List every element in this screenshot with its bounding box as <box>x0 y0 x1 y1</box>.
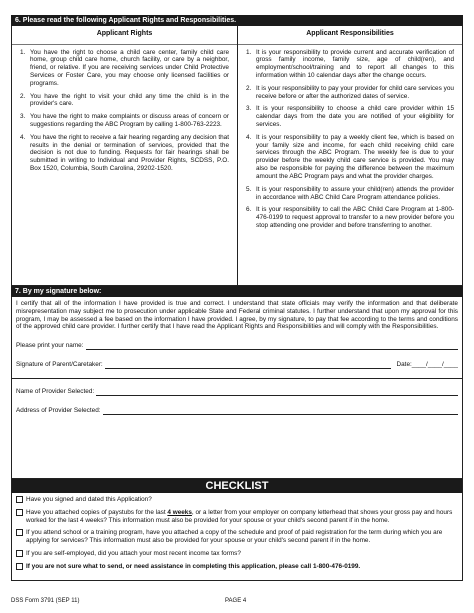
item-text: You have the right to visit your child any time the child is in the provider's care. <box>30 92 229 108</box>
provider-address-field[interactable] <box>16 405 458 415</box>
applicant-rights-column <box>12 26 237 285</box>
item-text: It is your responsibility to call the ABC Child Care Program at 1-800-476-0199 to request approval to transfer to a new provider before you stop attending one provider and before transferring to another. <box>256 206 454 229</box>
list-item <box>20 113 229 129</box>
item-number: 5. <box>246 185 252 193</box>
list-item <box>20 134 229 173</box>
list-item <box>246 49 454 80</box>
checklist-item <box>16 496 458 504</box>
item-number: 1. <box>246 48 252 56</box>
signature-field[interactable] <box>16 359 458 369</box>
applicant-responsibilities-column <box>237 26 462 285</box>
signature-section <box>11 297 463 479</box>
checklist-text-part: Have you attached copies of paystubs for the last <box>26 508 168 516</box>
list-item <box>246 134 454 181</box>
item-number: 4. <box>246 133 252 141</box>
emphasis-text: 4 weeks <box>167 508 192 516</box>
item-text: It is your responsibility to choose a child care provider within 15 calendar days from the date you are notified of your eligibility for services. <box>256 105 454 129</box>
item-text: It is your responsibility to pay a weekly client fee, which is based on your family size and income, for each child receiving child care services through the ABC Program. The weekly fee is due to your provider before the weekly child care service is provided. You may also be responsible for paying the difference between the maximum amount the ABC Program pays and what the provider charges. <box>256 133 454 180</box>
checklist-text <box>26 496 458 504</box>
item-number: 2. <box>20 92 26 100</box>
checklist-item <box>16 563 458 571</box>
item-number: 2. <box>246 84 252 92</box>
item-number: 3. <box>20 113 26 121</box>
divider <box>238 44 462 45</box>
rights-responsibilities-table <box>11 26 463 286</box>
list-item <box>246 206 454 229</box>
assistance-note: If you are not sure what to send, or need assistance in completing this application, please call 1-800-476-0199. <box>26 562 361 570</box>
checklist-items <box>16 496 458 558</box>
provider-name-field[interactable] <box>16 386 458 396</box>
checklist <box>11 493 463 581</box>
checklist-item <box>16 550 458 558</box>
certification-text: I certify that all of the information I have provided is true and correct. I understand that state officials may verify the information and that deliberate misrepresentation may subject me to prosecution under applicable State and Federal criminal statutes. I further understand that upon my approval for this program, I may be assessed a fee based on the information I have provided. I agree, by my signature, to pay that fee according to the terms and conditions of the approved child care provider. I further certify that I have read the Applicant Rights and Responsibilities and will comply with the Responsibilities. <box>16 300 458 331</box>
item-text: It is your responsibility to provide current and accurate verification of gross family income, family size, age of child(ren), and employment/school/training and to report all changes to this information within 10 calendar days after the change occurs. <box>256 48 454 79</box>
checklist-text-part: If you attend school or a training program, have you attached a copy of the schedule and proof of paid registration for the term during which you are applying for services? This information must also be provided for your spouse or your child's second parent if in the home. <box>26 529 443 545</box>
checklist-text <box>26 509 458 525</box>
item-text: It is your responsibility to pay your provider for child care services you receive before or after the authorized dates of service. <box>256 84 454 100</box>
checkbox[interactable] <box>16 529 23 536</box>
checklist-text <box>26 550 458 558</box>
applicant-responsibilities-heading: Applicant Responsibilities <box>306 30 394 37</box>
list-item <box>20 93 229 109</box>
item-text: You have the right to choose a child care center, family child care home, group child care home, church facility, or care by a neighbor, friend, or relative. If you are receiving services under Child Protective Services or Foster Care, you may choose only licensed facilities or programs. <box>30 48 229 87</box>
checklist-text-part: If you are self-employed, did you attach your most recent income tax forms? <box>26 550 241 558</box>
print-name-label: Please print your name: <box>16 342 84 350</box>
provider-address-line[interactable] <box>103 407 458 415</box>
print-name-line[interactable] <box>86 342 459 350</box>
item-number: 3. <box>246 105 252 113</box>
divider <box>12 378 462 379</box>
item-text: You have the right to make complaints or discuss areas of concern or suggestions regarding the ABC Program by calling 1-800-763-2223. <box>30 113 229 129</box>
item-number: 4. <box>20 133 26 141</box>
checkbox[interactable] <box>16 509 23 516</box>
applicant-rights-heading: Applicant Rights <box>96 30 153 37</box>
item-text: You have the right to receive a fair hearing regarding any decision that results in the denial or termination of services, provided that the decision is not due to funding. Requests for fair hearings shall be submitted in writing to Individual and Provider Rights, SCDSS, P.O. Box 1520, Columbia, South Carolina, 29202-1520. <box>30 133 229 173</box>
checkbox[interactable] <box>16 563 23 570</box>
item-number: 1. <box>20 48 26 56</box>
print-name-field[interactable] <box>16 340 458 350</box>
signature-line[interactable] <box>105 361 391 369</box>
date-field[interactable]: Date:____/____/____ <box>396 361 458 369</box>
checklist-header: CHECKLIST <box>11 479 463 493</box>
divider <box>12 44 237 45</box>
rights-list <box>20 49 229 173</box>
list-item <box>246 105 454 128</box>
item-text: It is your responsibility to assure your child(ren) attends the provider in accordance with ABC Child Care Program attendance policies. <box>256 185 454 201</box>
checklist-item <box>16 509 458 525</box>
form-page <box>11 15 463 581</box>
checkbox[interactable] <box>16 550 23 557</box>
checkbox[interactable] <box>16 496 23 503</box>
list-item <box>20 49 229 88</box>
list-item <box>246 85 454 101</box>
signature-label: Signature of Parent/Caretaker: <box>16 361 103 369</box>
section-6-header: 6. Please read the following Applicant Rights and Responsibilities. <box>11 15 463 26</box>
provider-address-label: Address of Provider Selected: <box>16 407 101 415</box>
section-7-header: 7. By my signature below: <box>11 286 463 297</box>
checklist-item <box>16 529 458 545</box>
checklist-text-part: Have you signed and dated this Application? <box>26 496 152 503</box>
responsibilities-list <box>246 49 454 230</box>
checklist-text <box>26 529 458 545</box>
provider-name-line[interactable] <box>96 388 458 396</box>
list-item <box>246 186 454 202</box>
page-number: PAGE 4 <box>225 598 247 604</box>
provider-name-label: Name of Provider Selected: <box>16 388 95 396</box>
item-number: 6. <box>246 206 252 214</box>
form-id: DSS Form 3791 (SEP 11) <box>11 598 80 604</box>
checklist-text-part: , or a letter from your employer on company letterhead that shows your gross pay and hours worked for the last 4 weeks? This information must also be provided for your spouse or your child's second parent if in the home. <box>26 508 453 524</box>
